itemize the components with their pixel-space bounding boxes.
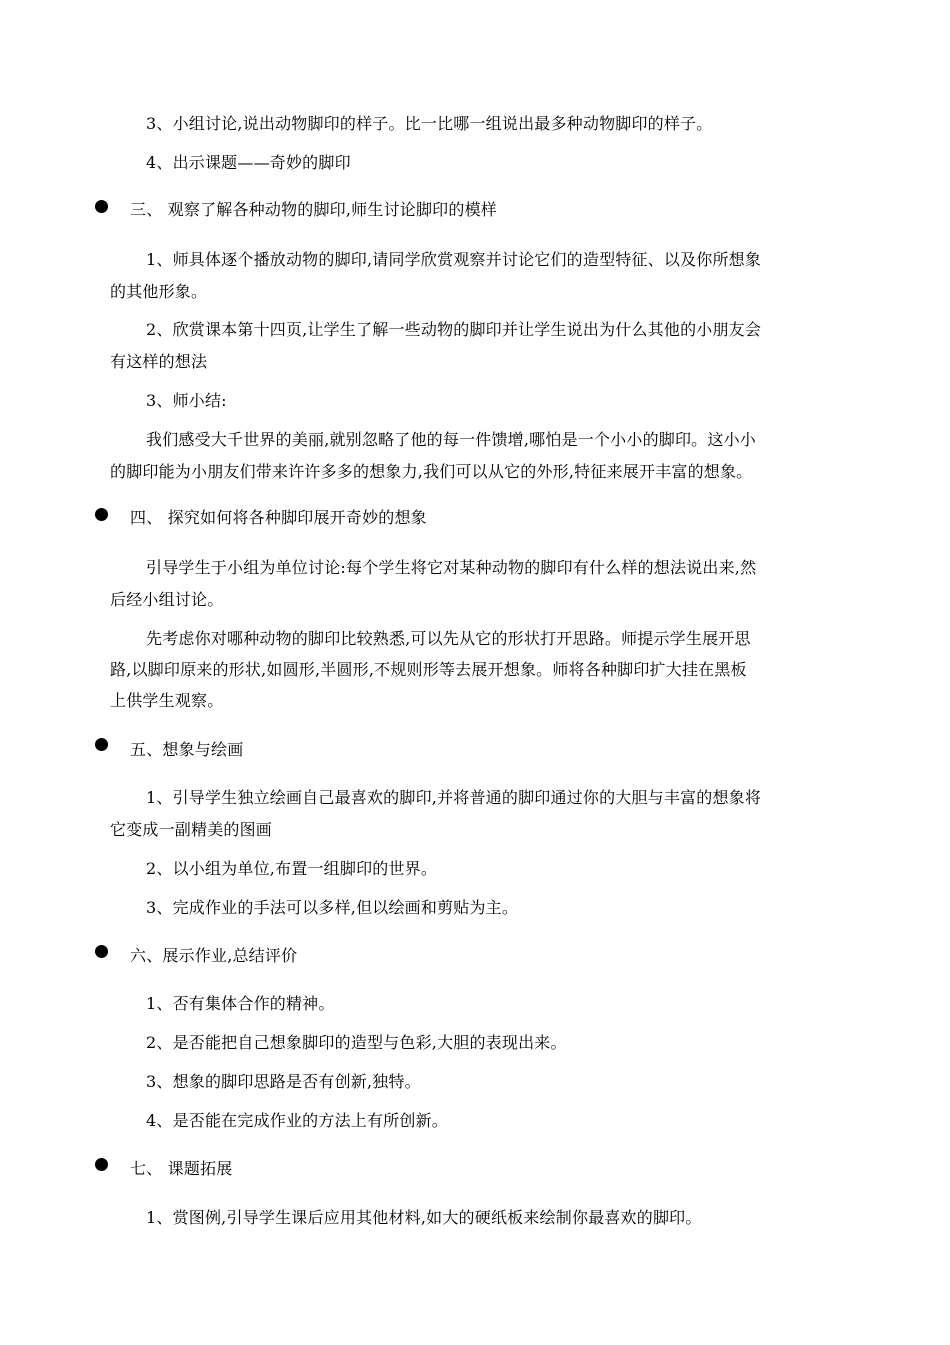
bullet-icon [95, 1158, 108, 1171]
paragraph-line: 的其他形象。 [110, 282, 208, 301]
paragraph-line: 有这样的想法 [110, 352, 208, 371]
bullet-icon [95, 508, 108, 521]
paragraph-line: 先考虑你对哪种动物的脚印比较熟悉,可以先从它的形状打开思路。师提示学生展开思 [146, 629, 751, 648]
paragraph-line: 1、引导学生独立绘画自己最喜欢的脚印,并将普通的脚印通过你的大胆与丰富的想象将 [146, 788, 762, 807]
section-heading: 三、 观察了解各种动物的脚印,师生讨论脚印的模样 [130, 200, 497, 219]
section-heading: 七、 课题拓展 [130, 1159, 233, 1178]
paragraph-line: 的脚印能为小朋友们带来许许多多的想象力,我们可以从它的外形,特征来展开丰富的想象。 [110, 462, 753, 481]
bullet-icon [95, 200, 108, 213]
paragraph-line: 4、出示课题——奇妙的脚印 [146, 153, 351, 172]
paragraph-line: 2、是否能把自己想象脚印的造型与色彩,大胆的表现出来。 [146, 1033, 567, 1052]
bullet-icon [95, 738, 108, 751]
paragraph-line: 路,以脚印原来的形状,如圆形,半圆形,不规则形等去展开想象。师将各种脚印扩大挂在黑板 [110, 660, 747, 679]
paragraph-line: 上供学生观察。 [110, 691, 224, 710]
paragraph-line: 它变成一副精美的图画 [110, 820, 273, 839]
paragraph-line: 3、完成作业的手法可以多样,但以绘画和剪贴为主。 [146, 898, 519, 917]
paragraph-line: 2、欣赏课本第十四页,让学生了解一些动物的脚印并让学生说出为什么其他的小朋友会 [146, 320, 762, 339]
paragraph-line: 1、否有集体合作的精神。 [146, 994, 335, 1013]
paragraph-line: 2、以小组为单位,布置一组脚印的世界。 [146, 859, 438, 878]
paragraph-line: 3、小组讨论,说出动物脚印的样子。比一比哪一组说出最多种动物脚印的样子。 [146, 114, 713, 133]
paragraph-line: 3、师小结: [146, 391, 227, 410]
paragraph-line: 1、赏图例,引导学生课后应用其他材料,如大的硬纸板来绘制你最喜欢的脚印。 [146, 1208, 702, 1227]
section-heading: 五、想象与绘画 [130, 740, 244, 759]
section-heading: 六、展示作业,总结评价 [130, 946, 298, 965]
paragraph-line: 引导学生于小组为单位讨论:每个学生将它对某种动物的脚印有什么样的想法说出来,然 [146, 558, 757, 577]
paragraph-line: 4、是否能在完成作业的方法上有所创新。 [146, 1111, 448, 1130]
paragraph-line: 后经小组讨论。 [110, 590, 224, 609]
paragraph-line: 1、师具体逐个播放动物的脚印,请同学欣赏观察并讨论它们的造型特征、以及你所想象 [146, 250, 762, 269]
paragraph-line: 我们感受大千世界的美丽,就别忽略了他的每一件馈增,哪怕是一个小小的脚印。这小小 [146, 430, 756, 449]
bullet-icon [95, 945, 108, 958]
paragraph-line: 3、想象的脚印思路是否有创新,独特。 [146, 1072, 421, 1091]
section-heading: 四、 探究如何将各种脚印展开奇妙的想象 [130, 508, 427, 527]
